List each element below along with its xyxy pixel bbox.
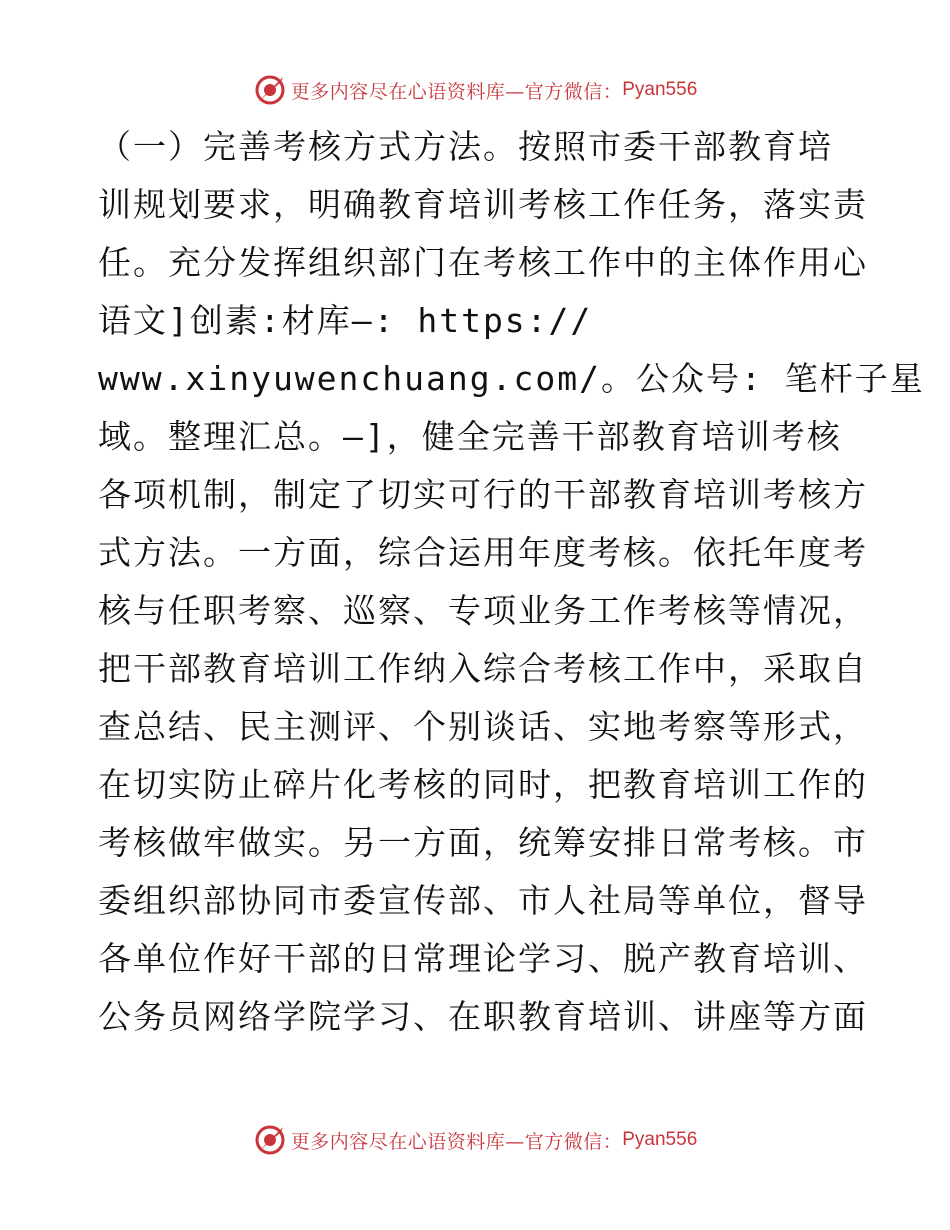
body-line: （一）完善考核方式方法。按照市委干部教育培 bbox=[98, 127, 833, 166]
body-line: 式方法。一方面，综合运用年度考核。依托年度考 bbox=[98, 533, 868, 572]
body-line: www.xinyuwenchuang.com/。公众号: 笔杆子星 bbox=[98, 359, 925, 398]
body-line: 把干部教育培训工作纳入综合考核工作中，采取自 bbox=[98, 649, 868, 688]
body-line: 训规划要求，明确教育培训考核工作任务，落实责 bbox=[98, 185, 868, 224]
body-line: 查总结、民主测评、个别谈话、实地考察等形式， bbox=[98, 707, 868, 746]
body-line: 任。充分发挥组织部门在考核工作中的主体作用心 bbox=[98, 243, 868, 282]
quill-seal-icon bbox=[253, 1123, 287, 1157]
body-line: 委组织部协同市委宣传部、市人社局等单位，督导 bbox=[98, 881, 868, 920]
header-banner bbox=[0, 72, 950, 108]
body-line: 语文]创素:材库—: https:// bbox=[98, 301, 593, 340]
footer-banner bbox=[0, 1122, 950, 1158]
body-line: 各项机制，制定了切实可行的干部教育培训考核方 bbox=[98, 475, 868, 514]
body-line: 在切实防止碎片化考核的同时，把教育培训工作的 bbox=[98, 765, 868, 804]
document-body bbox=[98, 118, 925, 1046]
body-line: 各单位作好干部的日常理论学习、脱产教育培训、 bbox=[98, 939, 868, 978]
footer-wechat-id: Pyan556 bbox=[622, 1129, 698, 1150]
body-line: 考核做牢做实。另一方面，统筹安排日常考核。市 bbox=[98, 823, 868, 862]
quill-seal-icon bbox=[253, 73, 287, 107]
body-line: 域。整理汇总。—]，健全完善干部教育培训考核 bbox=[98, 417, 842, 456]
footer-banner-text: 更多内容尽在心语资料库—官方微信： bbox=[290, 1130, 623, 1153]
header-banner-text: 更多内容尽在心语资料库—官方微信： bbox=[290, 80, 623, 103]
header-wechat-id: Pyan556 bbox=[622, 79, 698, 100]
body-line: 公务员网络学院学习、在职教育培训、讲座等方面 bbox=[98, 997, 868, 1036]
body-line: 核与任职考察、巡察、专项业务工作考核等情况， bbox=[98, 591, 868, 630]
